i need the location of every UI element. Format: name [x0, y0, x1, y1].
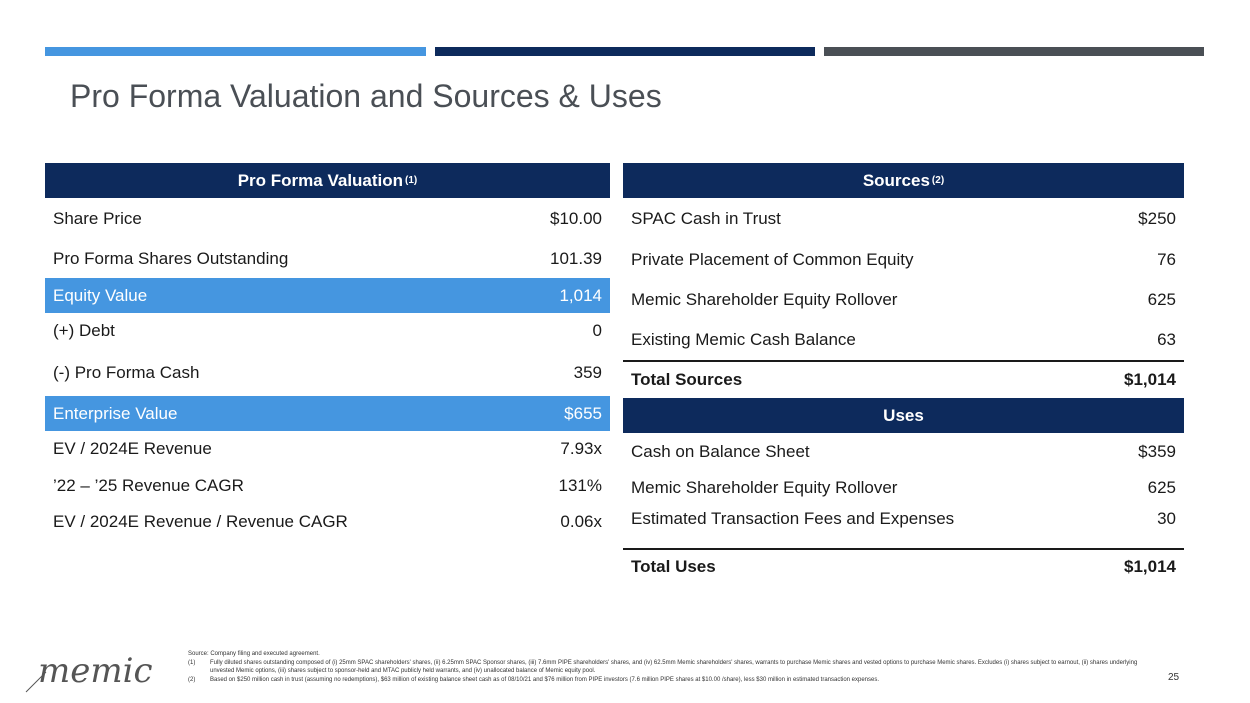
footnotes — [188, 650, 1148, 684]
row-label: Memic Shareholder Equity Rollover — [631, 477, 898, 497]
logo-wordmark: memic — [38, 651, 153, 691]
row-value: 359 — [573, 362, 602, 382]
total-label: Total Sources — [631, 370, 743, 389]
valuation-header — [45, 163, 610, 198]
footnote-text: Based on $250 million cash in trust (assuming no redemptions), $63 million of existing balance sheet cash as of 08/10/21 and $76 million from PIPE investors (7.6 million PIPE shares at $10.00 /share), less $30 million in estimated transaction expenses. — [210, 676, 880, 683]
row-label: Memic Shareholder Equity Rollover — [631, 290, 898, 309]
row-label: Existing Memic Cash Balance — [631, 330, 856, 349]
table-row — [623, 320, 1184, 360]
total-value: $1,014 — [1124, 370, 1176, 389]
footnote-item — [188, 676, 1148, 685]
row-value: 625 — [1147, 477, 1176, 497]
table-row — [623, 470, 1184, 505]
sources-header-label: Sources — [862, 170, 930, 190]
footnote-number: (1) — [188, 659, 196, 666]
row-label: Enterprise Value — [53, 403, 178, 423]
table-row — [45, 240, 610, 278]
row-label: EV / 2024E Revenue / Revenue CAGR — [53, 512, 348, 531]
row-value: 76 — [1157, 250, 1176, 269]
accent-bar-light-blue — [45, 47, 426, 56]
row-label: (+) Debt — [53, 321, 115, 340]
uses-total-row — [623, 548, 1184, 584]
valuation-header-label: Pro Forma Valuation — [237, 170, 404, 190]
accent-bar-gray — [824, 47, 1204, 56]
valuation-header-note: (1) — [405, 175, 418, 186]
page-title: Pro Forma Valuation and Sources & Uses — [70, 78, 662, 114]
footnote-item — [188, 659, 1148, 676]
row-value: $10.00 — [550, 209, 602, 228]
uses-header-label: Uses — [883, 405, 924, 425]
row-value: 1,014 — [559, 285, 602, 305]
footnote-number: (2) — [188, 676, 196, 683]
row-value: 0 — [592, 321, 602, 340]
row-label: Estimated Transaction Fees and Expenses — [631, 509, 955, 528]
table-row — [623, 240, 1184, 280]
valuation-panel — [45, 163, 610, 540]
sources-panel — [623, 163, 1184, 398]
row-value: 131% — [558, 475, 602, 495]
row-label: Pro Forma Shares Outstanding — [53, 249, 289, 268]
table-row — [45, 467, 610, 504]
sources-header-note: (2) — [931, 175, 945, 186]
row-label: (-) Pro Forma Cash — [53, 362, 200, 382]
table-row — [45, 313, 610, 349]
table-row-highlight — [45, 278, 610, 313]
table-row-highlight — [45, 396, 610, 431]
sources-header — [623, 163, 1184, 198]
table-row — [623, 505, 1184, 548]
memic-logo — [24, 648, 169, 693]
table-row — [45, 431, 610, 467]
row-value: 63 — [1157, 330, 1176, 349]
footnote-text: Fully diluted shares outstanding composed of (i) 25mm SPAC shareholders' shares, (ii) 6.25mm SPAC Sponsor shares, (iii) 7.6mm PIPE shareholders' shares, and (iv) 62.5mm Memic shareholders' shares, warrants to purchase Memic shares and vested options to purchase Memic shares. Excludes (i) shares subject to earnout, (ii) shares underlying unvested Memic options, (iii) shares subject to sponsor-held and MTAC publicly held warrants, and (iv) unallocated balance of Memic equity pool. — [210, 659, 1138, 674]
row-label: Share Price — [53, 209, 142, 228]
row-label: Equity Value — [53, 285, 148, 305]
total-value: $1,014 — [1124, 557, 1176, 576]
row-label: SPAC Cash in Trust — [631, 209, 781, 228]
accent-bar-navy — [435, 47, 815, 56]
footnote-source: Source: Company filing and executed agreement. — [188, 651, 320, 657]
page-number: 25 — [1168, 672, 1180, 683]
table-row — [623, 280, 1184, 320]
sources-total-row — [623, 360, 1184, 398]
row-value: 0.06x — [560, 512, 602, 531]
row-label: Cash on Balance Sheet — [631, 441, 810, 461]
row-label: EV / 2024E Revenue — [53, 439, 212, 458]
table-row — [45, 349, 610, 396]
row-value: 7.93x — [560, 439, 602, 458]
uses-panel — [623, 398, 1184, 584]
row-value: 101.39 — [550, 249, 602, 268]
row-value: 625 — [1147, 290, 1176, 309]
total-label: Total Uses — [631, 557, 716, 576]
row-value: $655 — [564, 403, 602, 423]
table-row — [623, 433, 1184, 470]
table-row — [45, 198, 610, 240]
row-label: ’22 – ’25 Revenue CAGR — [53, 475, 244, 495]
row-label: Private Placement of Common Equity — [631, 250, 914, 269]
row-value: $359 — [1138, 441, 1176, 461]
table-row — [623, 198, 1184, 240]
row-value: $250 — [1138, 209, 1176, 228]
table-row — [45, 504, 610, 540]
row-value: 30 — [1157, 509, 1176, 528]
uses-header — [623, 398, 1184, 433]
